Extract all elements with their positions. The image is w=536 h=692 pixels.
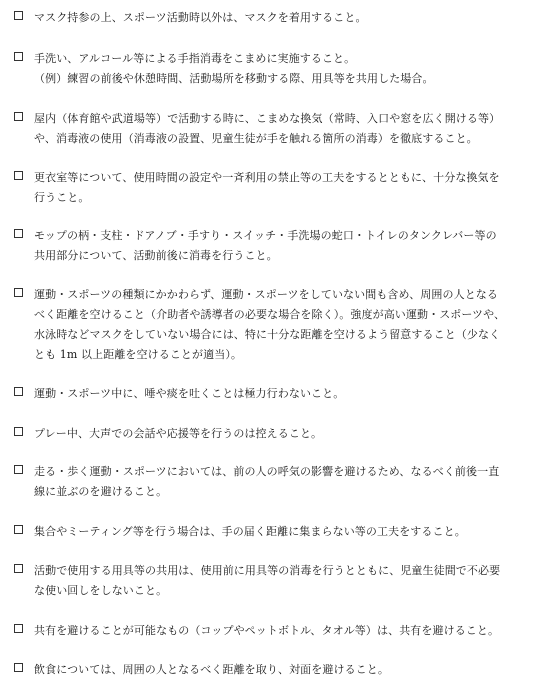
- item-line: 運動・スポーツ中に、唾や痰を吐くことは極力行わないこと。: [34, 387, 345, 400]
- item-line: 行うこと。: [34, 191, 90, 204]
- item-text: [34, 168, 526, 208]
- item-line: 屋内（体育館や武道場等）で活動する時に、こまめな換気（常時、入口や窓を広く開ける等）: [34, 112, 501, 125]
- item-text: [34, 8, 526, 28]
- item-text: [34, 49, 526, 89]
- item-line: モップの柄・支柱・ドアノブ・手すり・スイッチ・手洗場の蛇口・トイレのタンクレバー等の: [34, 229, 497, 242]
- checkbox[interactable]: [14, 663, 23, 672]
- item-text: [34, 660, 526, 680]
- item-text: [34, 285, 526, 365]
- item-line: 運動・スポーツの種類にかかわらず、運動・スポーツをしていない間も含め、周囲の人となる: [34, 288, 498, 301]
- item-text: [34, 522, 526, 542]
- checkbox[interactable]: [14, 387, 23, 396]
- item-line: 走る・歩く運動・スポーツにおいては、前の人の呼気の影響を避けるため、なるべく前後一直: [34, 465, 500, 478]
- checkbox[interactable]: [14, 112, 23, 121]
- item-line: とも 1m 以上距離を空けることが適当）。: [34, 348, 243, 361]
- item-line: 共用部分について、活動前後に消毒を行うこと。: [34, 249, 278, 262]
- item-line: や、消毒液の使用（消毒液の設置、児童生徒が手を触れる箇所の消毒）を徹底すること。: [34, 132, 478, 145]
- item-line: べく距離を空けること（介助者や誘導者の必要な場合を除く）。強度が高い運動・スポーツや、: [34, 308, 506, 321]
- checkbox[interactable]: [14, 171, 23, 180]
- item-text: [34, 561, 526, 601]
- item-line: 水泳時などマスクをしていない場合には、特に十分な距離を空けるよう留意すること（少なく: [34, 328, 501, 341]
- item-line: 線に並ぶのを避けること。: [34, 485, 168, 498]
- checkbox[interactable]: [14, 624, 23, 633]
- checkbox[interactable]: [14, 229, 23, 238]
- checkbox[interactable]: [14, 427, 23, 436]
- item-line: 共有を避けることが可能なもの（コップやペットボトル、タオル等）は、共有を避けること。: [34, 624, 500, 637]
- item-line: 活動で使用する用具等の共用は、使用前に用具等の消毒を行うとともに、児童生徒間で不必要: [34, 564, 501, 577]
- item-text: [34, 109, 526, 149]
- checkbox[interactable]: [14, 465, 23, 474]
- item-line: （例）練習の前後や休憩時間、活動場所を移動する際、用具等を共用した場合。: [34, 72, 434, 85]
- item-line: な使い回しをしないこと。: [34, 584, 168, 597]
- item-line: 飲食については、周囲の人となるべく距離を取り、対面を避けること。: [34, 663, 389, 676]
- item-line: 手洗い、アルコール等による手指消毒をこまめに実施すること。: [34, 52, 356, 65]
- item-text: [34, 424, 526, 444]
- item-text: [34, 384, 526, 404]
- checkbox[interactable]: [14, 525, 23, 534]
- checkbox[interactable]: [14, 11, 23, 20]
- item-line: 集合やミーティング等を行う場合は、手の届く距離に集まらない等の工夫をすること。: [34, 525, 466, 538]
- checkbox[interactable]: [14, 52, 23, 61]
- item-line: 更衣室等について、使用時間の設定や一斉利用の禁止等の工夫をするとともに、十分な換気を: [34, 171, 500, 184]
- item-line: プレー中、大声での会話や応援等を行うのは控えること。: [34, 427, 323, 440]
- item-text: [34, 462, 526, 502]
- checkbox[interactable]: [14, 564, 23, 573]
- item-text: [34, 226, 526, 266]
- item-line: マスク持参の上、スポーツ活動時以外は、マスクを着用すること。: [34, 11, 367, 24]
- checkbox[interactable]: [14, 288, 23, 297]
- item-text: [34, 621, 526, 641]
